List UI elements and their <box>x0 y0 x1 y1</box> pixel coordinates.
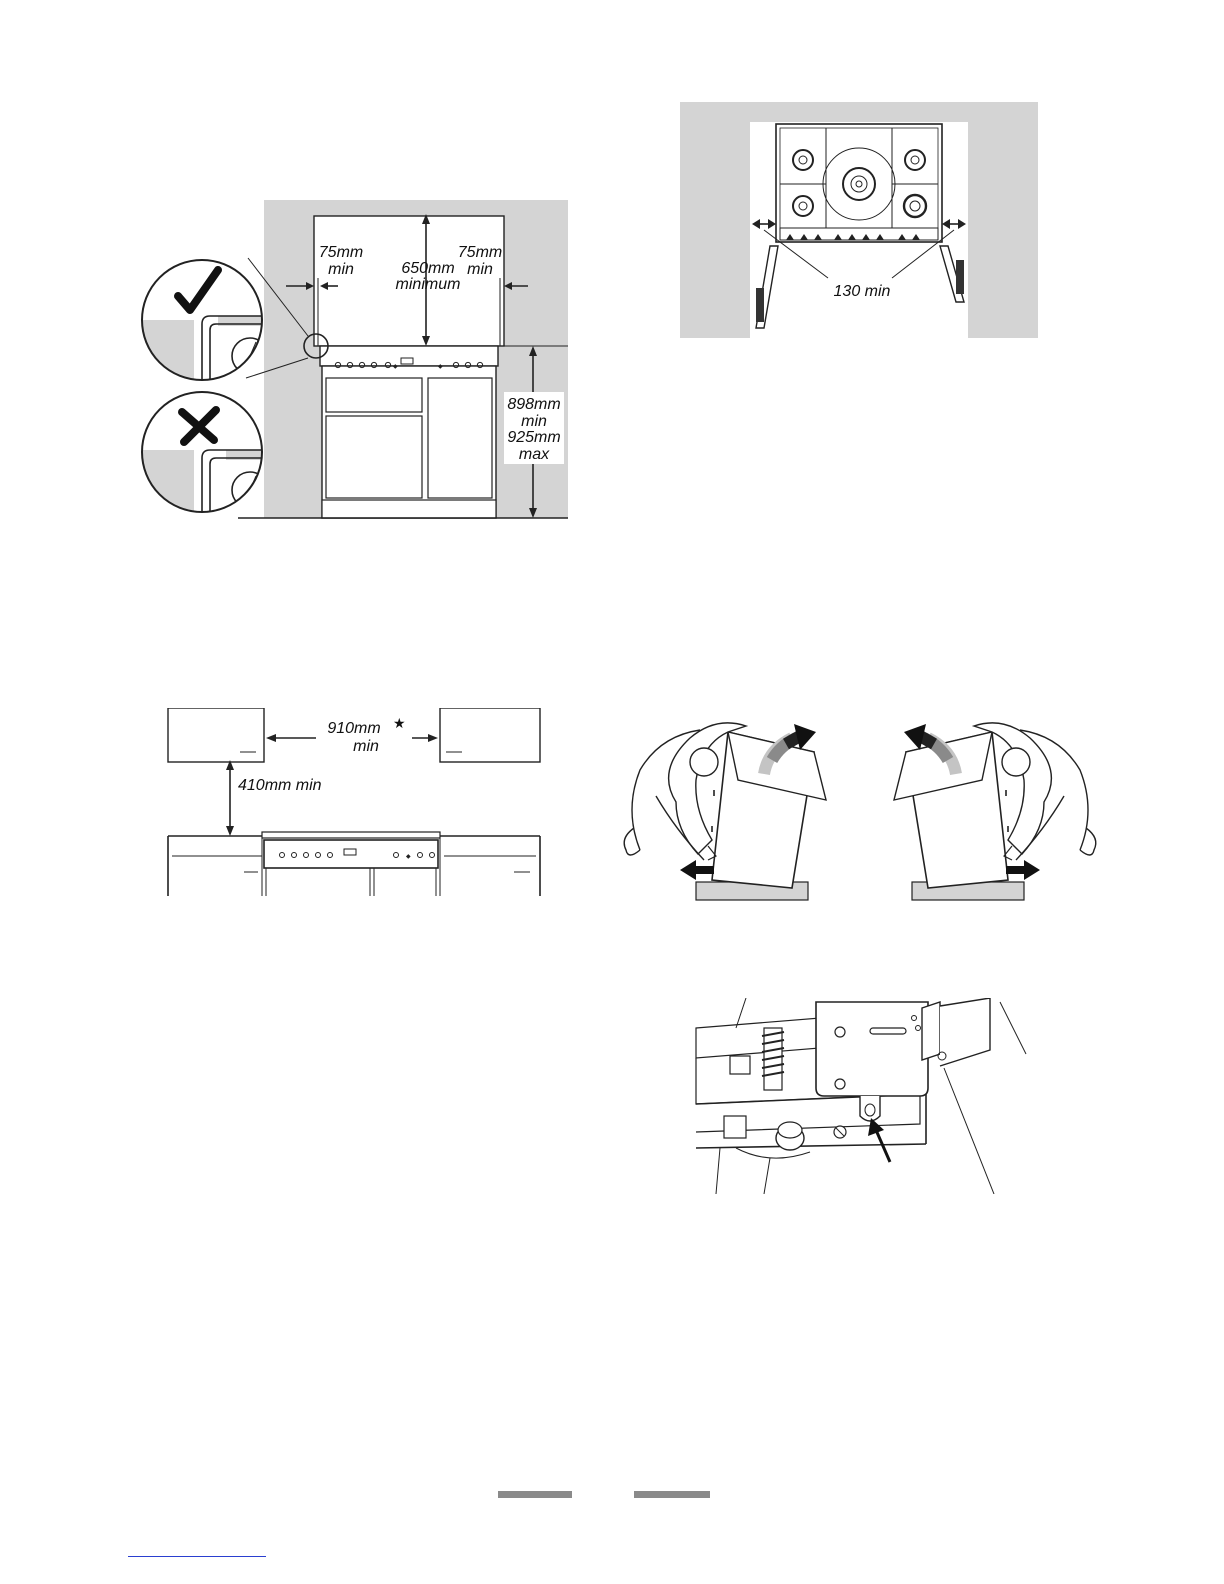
star-icon: ★ <box>393 715 406 731</box>
lifting-scene-left <box>624 723 826 900</box>
threaded-leveling-screw <box>762 1028 784 1090</box>
cooker-front-small <box>262 832 440 896</box>
cabinet-gap-diagram <box>164 704 548 900</box>
hob-top-view <box>776 124 942 242</box>
dimension-410-arrow <box>226 760 234 836</box>
label-898mm: 898mm <box>507 396 561 413</box>
side-panel <box>922 998 1026 1194</box>
wall-cabinet-left <box>168 708 264 762</box>
label-650mm-line1: 650mm <box>401 260 455 277</box>
label-410mm-min: 410mm min <box>238 777 322 794</box>
incorrect-detail-inset <box>138 392 268 512</box>
label-910-min: min <box>353 738 379 755</box>
footer-bar-right <box>634 1491 710 1498</box>
label-75mm-left-line1: 75mm <box>318 244 364 261</box>
label-925-max: max <box>518 446 550 463</box>
label-75mm-right-line2: min <box>467 261 493 278</box>
svg-text:◆: ◆ <box>406 854 411 860</box>
footer-link-underline[interactable] <box>128 1556 266 1557</box>
label-75mm-right-line1: 75mm <box>457 244 503 261</box>
hob-clearance-diagram <box>678 100 1040 340</box>
foot-knob <box>776 1122 804 1150</box>
footer-bar-left <box>498 1491 572 1498</box>
leveling-foot-diagram <box>690 998 1030 1194</box>
tilt-arrow-right-icon <box>904 724 926 750</box>
svg-text:◆: ◆ <box>393 364 398 370</box>
wall-cabinet-right <box>440 708 540 762</box>
pull-arrow-right-icon <box>1006 860 1040 880</box>
correct-detail-inset <box>138 260 268 380</box>
range-cooker-front <box>320 346 498 518</box>
label-910mm: 910mm <box>327 720 381 737</box>
tilt-arrow-left-icon <box>794 724 816 750</box>
lifting-scene-right <box>894 723 1096 900</box>
clearance-diagram <box>138 196 578 526</box>
label-75mm-left-line2: min <box>328 261 354 278</box>
label-925mm: 925mm <box>507 429 561 446</box>
svg-text:◆: ◆ <box>438 364 443 370</box>
label-650mm-line2: minimum <box>395 276 461 293</box>
pull-arrow-left-icon <box>680 860 714 880</box>
lifting-diagram <box>616 710 1104 906</box>
label-898-min: min <box>521 413 547 430</box>
label-130-min: 130 min <box>833 283 891 300</box>
mounting-bracket <box>816 1002 928 1121</box>
